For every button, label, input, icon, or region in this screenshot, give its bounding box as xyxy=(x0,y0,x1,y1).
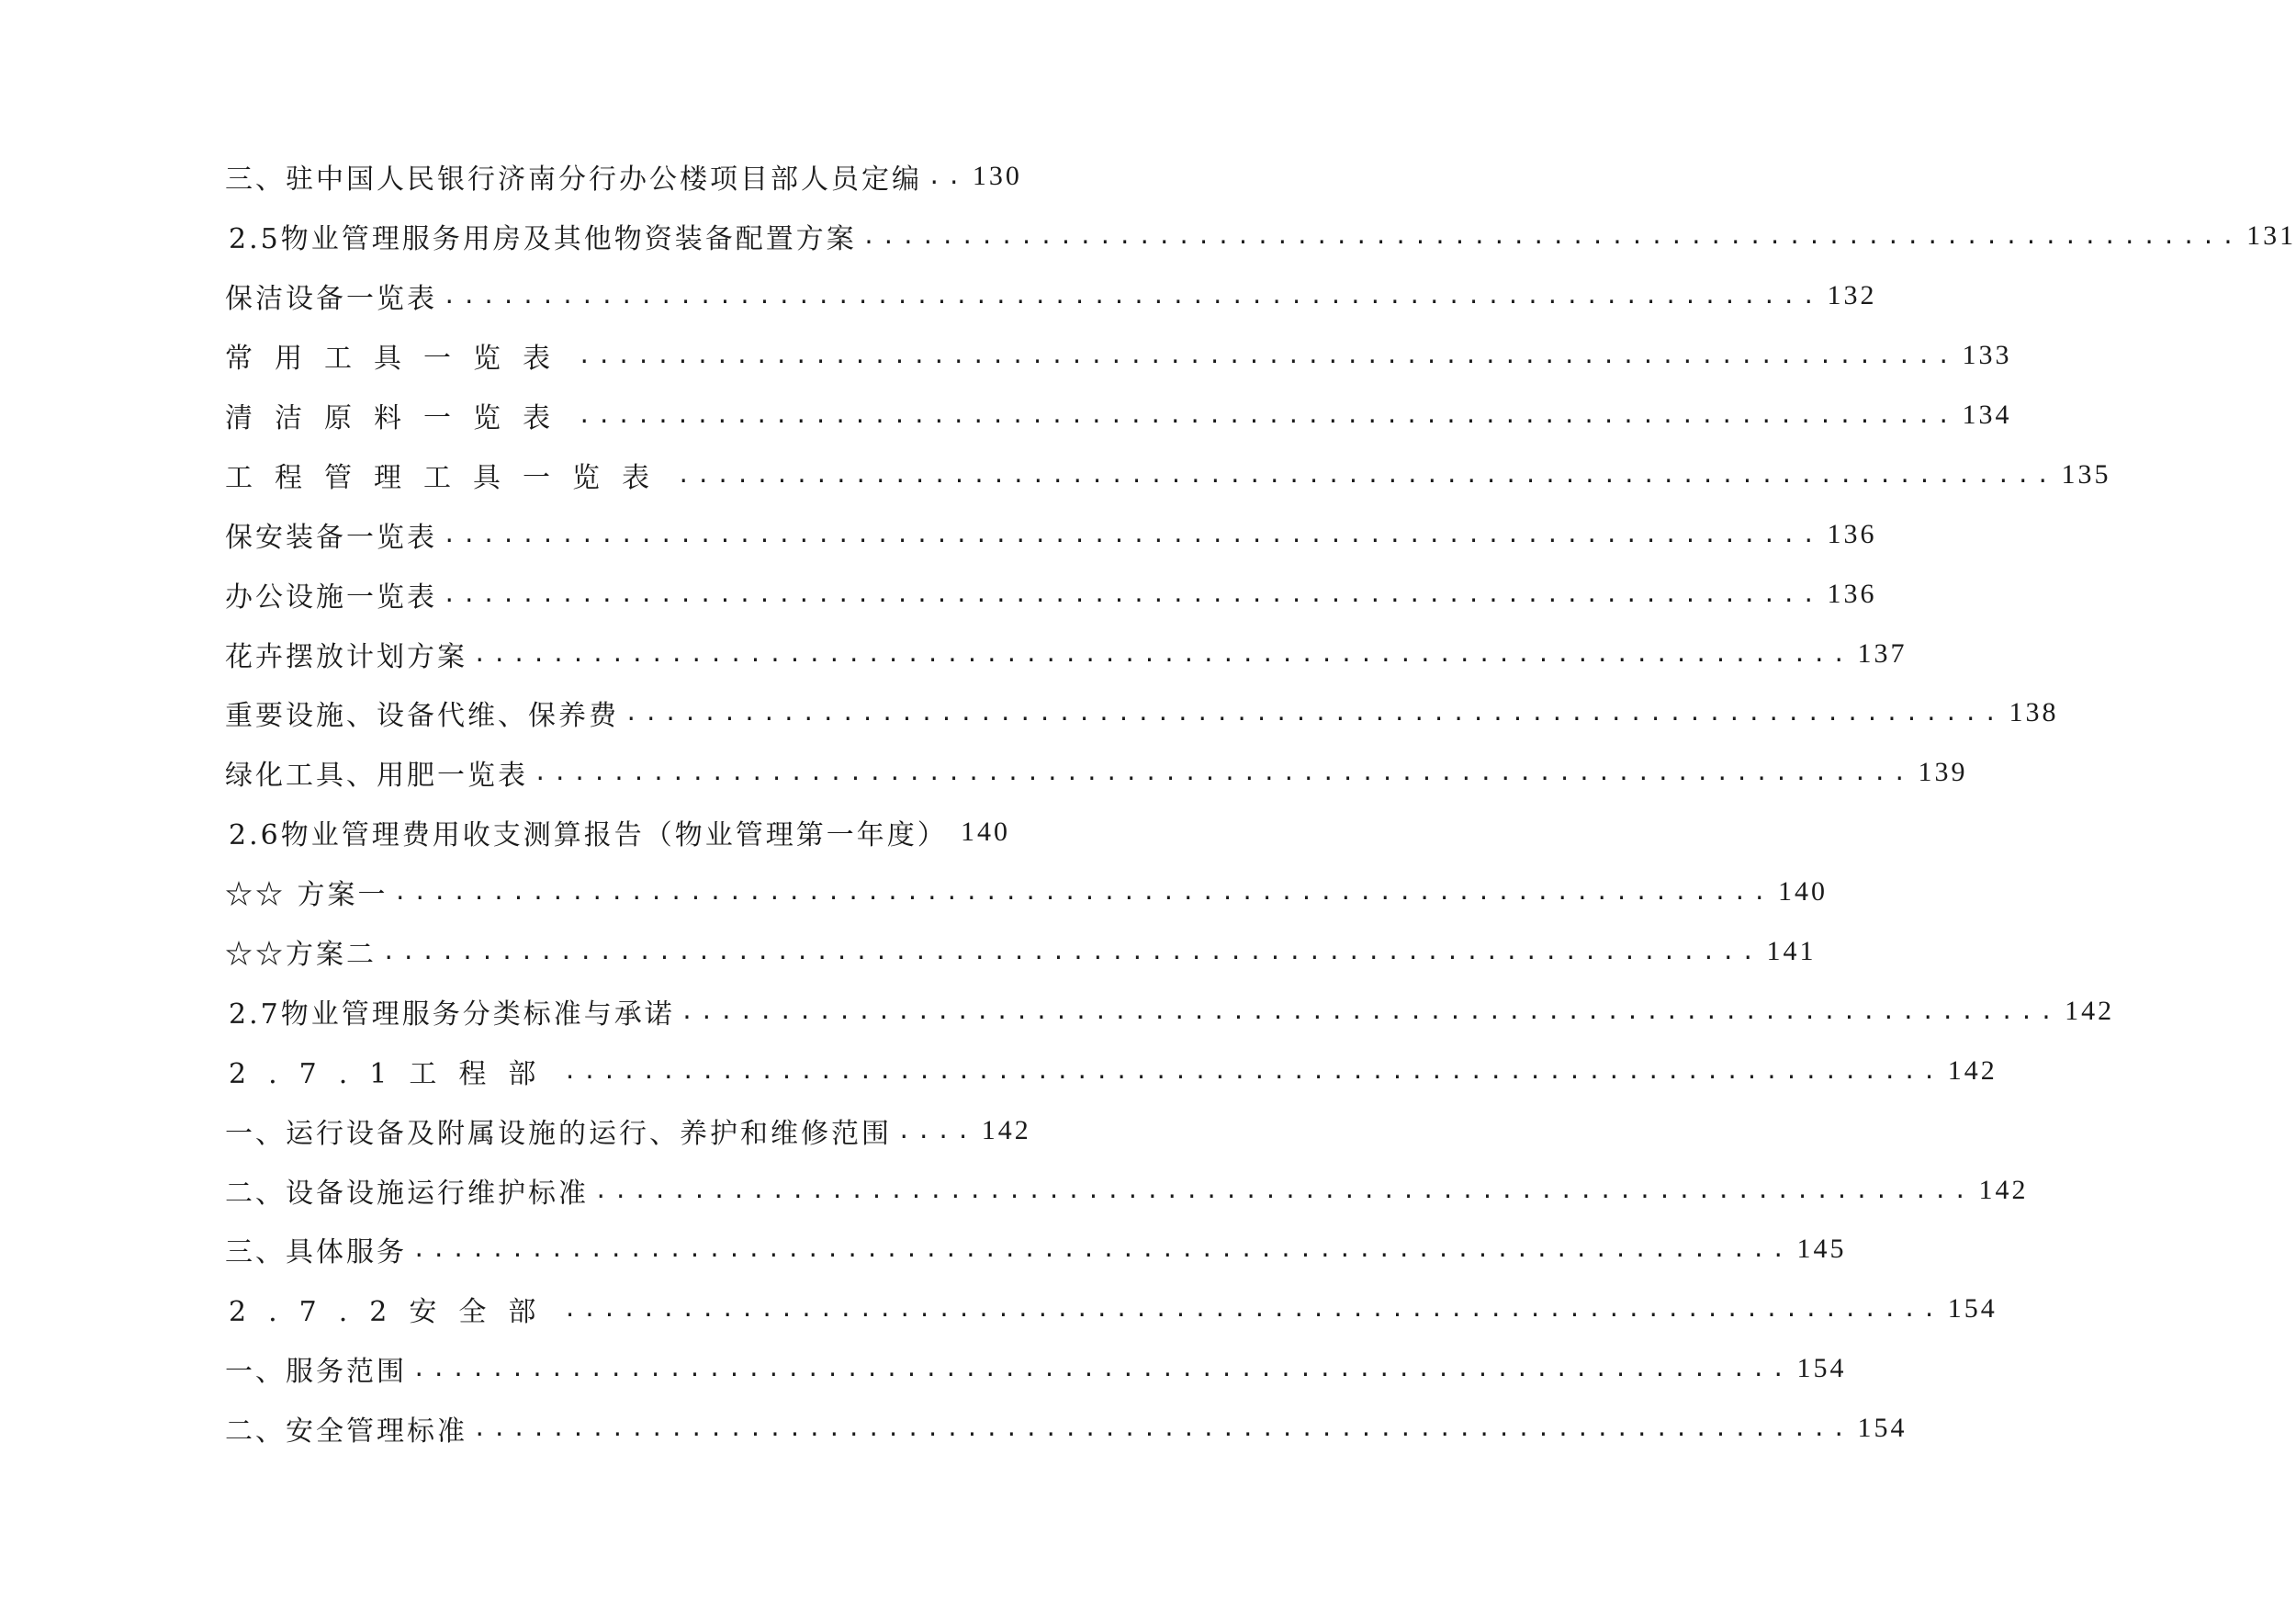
toc-entry[interactable] xyxy=(225,504,1877,564)
toc-entry-title: 保洁设备一览表 xyxy=(225,283,437,316)
toc-page-number: 140 xyxy=(1778,876,1828,907)
toc-entry-title: 一、服务范围 xyxy=(225,1356,407,1389)
toc-page-number: 142 xyxy=(981,1114,1031,1145)
toc-entry-title: 常用工具一览表 xyxy=(225,343,572,376)
toc-entry[interactable] xyxy=(225,922,1817,982)
toc-page-number: 154 xyxy=(1947,1293,1998,1325)
toc-entry[interactable] xyxy=(225,1041,1998,1100)
toc-page-number: 142 xyxy=(2065,995,2115,1026)
toc-entry-title: 三、驻中国人民银行济南分行办公楼项目部人员定编 xyxy=(225,163,922,197)
toc-entry[interactable] xyxy=(225,624,1908,683)
toc-entry[interactable] xyxy=(225,1279,1998,1339)
toc-entry-title: ☆☆ 方案一 xyxy=(225,879,388,912)
toc-entry[interactable] xyxy=(225,207,2296,266)
toc-page-number: 136 xyxy=(1827,578,1877,609)
toc-leader-dots: ...................................................................... xyxy=(443,283,1822,310)
toc-entry-title: 2.5物业管理服务用房及其他物资装备配置方案 xyxy=(229,223,857,256)
toc-leader-dots: ...................................................................... xyxy=(594,1177,1974,1203)
toc-page-number: 136 xyxy=(1827,518,1877,549)
table-of-contents xyxy=(225,147,2296,1459)
toc-leader-dots: .. xyxy=(928,163,967,190)
toc-entry[interactable] xyxy=(225,386,2012,445)
toc-entry-title: 2.7物业管理服务分类标准与承诺 xyxy=(229,998,675,1031)
toc-entry[interactable] xyxy=(225,683,2059,743)
toc-leader-dots: ...................................................................... xyxy=(382,939,1761,965)
toc-entry-title: 工程管理工具一览表 xyxy=(225,461,671,494)
toc-entry-title: 一、运行设备及附属设施的运行、养护和维修范围 xyxy=(225,1117,892,1150)
toc-entry-title: 三、具体服务 xyxy=(225,1236,407,1269)
toc-leader-dots: ...................................................................... xyxy=(443,581,1822,607)
toc-page-number: 132 xyxy=(1827,280,1877,311)
toc-entry-title: 绿化工具、用肥一览表 xyxy=(225,760,528,793)
toc-leader-dots: ...................................................................... xyxy=(578,402,1957,428)
toc-entry[interactable] xyxy=(225,981,2115,1041)
toc-entry-title: 保安装备一览表 xyxy=(225,521,437,554)
toc-entry[interactable] xyxy=(225,1399,1908,1459)
toc-page-number: 145 xyxy=(1796,1234,1847,1265)
toc-entry[interactable] xyxy=(225,803,1010,862)
toc-leader-dots: ...................................................................... xyxy=(861,223,2242,250)
toc-entry[interactable] xyxy=(225,564,1877,624)
toc-leader-dots: ...................................................................... xyxy=(578,343,1957,369)
toc-leader-dots: ...................................................................... xyxy=(443,521,1822,547)
toc-entry-title: 重要设施、设备代维、保养费 xyxy=(225,700,619,733)
toc-entry[interactable] xyxy=(225,326,2012,386)
toc-page-number: 141 xyxy=(1766,936,1817,967)
toc-entry-title: 2.6物业管理费用收支测算报告（物业管理第一年度） xyxy=(229,819,948,852)
toc-leader-dots: ...................................................................... xyxy=(534,760,1913,786)
toc-entry[interactable] xyxy=(225,266,1877,326)
toc-page-number: 154 xyxy=(1857,1413,1908,1444)
toc-entry-title: 二、安全管理标准 xyxy=(225,1415,467,1449)
toc-page-number: 139 xyxy=(1918,757,1968,788)
toc-page-number: 142 xyxy=(1978,1174,2029,1205)
toc-entry[interactable] xyxy=(225,1220,1847,1279)
toc-leader-dots: .... xyxy=(897,1117,976,1144)
toc-leader-dots: ...................................................................... xyxy=(412,1356,1792,1382)
toc-leader-dots: ...................................................................... xyxy=(563,1057,1942,1084)
toc-page-number: 135 xyxy=(2061,458,2111,490)
toc-leader-dots: ...................................................................... xyxy=(473,640,1852,667)
toc-entry-title: 花卉摆放计划方案 xyxy=(225,640,467,673)
toc-page-number: 137 xyxy=(1857,637,1908,669)
toc-page-number: 133 xyxy=(1962,340,2012,371)
toc-leader-dots: ...................................................................... xyxy=(625,700,2004,727)
toc-page-number: 134 xyxy=(1962,400,2012,430)
toc-entry-title: 2.7.1工程部 xyxy=(229,1057,558,1090)
toc-entry[interactable] xyxy=(225,1160,2029,1220)
toc-entry[interactable] xyxy=(225,743,1968,803)
toc-leader-dots: ...................................................................... xyxy=(563,1296,1942,1323)
toc-entry[interactable] xyxy=(225,1100,1031,1160)
toc-entry-title: 2.7.2安全部 xyxy=(229,1296,558,1329)
toc-entry[interactable] xyxy=(225,147,1022,207)
toc-leader-dots: ...................................................................... xyxy=(473,1415,1852,1442)
toc-entry[interactable] xyxy=(225,1339,1847,1399)
toc-leader-dots: ...................................................................... xyxy=(680,998,2060,1024)
toc-entry-title: 办公设施一览表 xyxy=(225,581,437,614)
toc-leader-dots: ...................................................................... xyxy=(393,879,1773,906)
toc-page-number: 130 xyxy=(972,161,1022,192)
toc-entry[interactable] xyxy=(225,862,1828,922)
toc-leader-dots: ...................................................................... xyxy=(412,1236,1792,1263)
toc-page-number: 140 xyxy=(961,817,1010,848)
toc-entry[interactable] xyxy=(225,445,2111,504)
toc-entry-title: 清洁原料一览表 xyxy=(225,402,572,434)
toc-entry-title: ☆☆方案二 xyxy=(225,939,377,972)
toc-page-number: 142 xyxy=(1947,1054,1998,1086)
toc-page-number: 131 xyxy=(2246,220,2296,252)
toc-page-number: 138 xyxy=(2009,697,2059,728)
toc-entry-title: 二、设备设施运行维护标准 xyxy=(225,1177,589,1210)
toc-leader-dots: ...................................................................... xyxy=(677,461,2056,488)
toc-page-number: 154 xyxy=(1796,1353,1847,1384)
